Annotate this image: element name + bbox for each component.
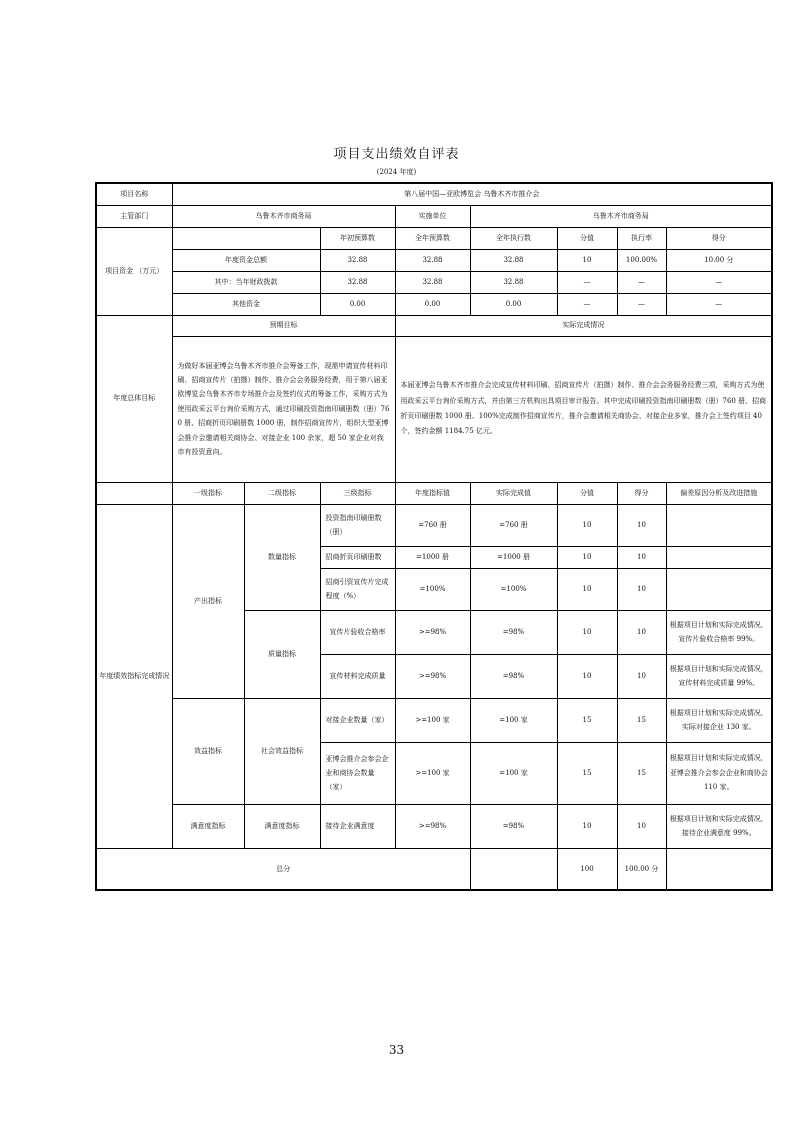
project-name-label: 项目名称: [96, 183, 172, 205]
project-name-value: 第八届中国—亚欧博览会 乌鲁木齐市推介会: [172, 183, 772, 205]
funds-header: 得分: [666, 227, 772, 249]
indicator-note: 根据项目计划和实际完成情况，亚博会推介会参会企业和商协会 110 家。: [666, 742, 772, 804]
actual-result-text: 本届亚博会乌鲁木齐市推介会完成宣传材料印刷、招商宣传片（拍摄）制作、推介会会务服务经费三项，采购方式为使用政采云平台询价采购方式，并由第三方机构出具项目审计报告。其中完成印刷投资指南印刷册数（册）760 册、招商折页印刷册数 1000 册、100%完成制作招商宣传片，推介会邀请相关商协会、对接企业多家，推介会上签约项目 40 个，签约金额 1184.75 亿元。: [395, 336, 772, 482]
goal-text-row: [96, 336, 772, 482]
funds-cell: 32.88: [320, 249, 395, 271]
funds-label: 项目资金 （万元）: [96, 227, 172, 315]
funds-row: [96, 293, 772, 315]
funds-header: 分值: [557, 227, 617, 249]
indicator-got: 10: [617, 568, 666, 610]
department-label: 主管部门: [96, 205, 172, 227]
indicator-got: 15: [617, 698, 666, 742]
funds-row-label: 年度资金总额: [172, 249, 320, 271]
indicator-note: 根据项目计划和实际完成情况，接待企业满意度 99%。: [666, 804, 772, 848]
indicator-target: >=100 家: [395, 698, 470, 742]
indicator-actual: =98%: [470, 610, 557, 654]
indicator-name: 宣传片验收合格率: [320, 610, 395, 654]
expected-goal-text: 为做好本届亚博会乌鲁木齐市推介会筹备工作，现需申请宣传材料印刷、招商宣传片（拍摄）制作、推介会会务服务经费，用于第八届亚欧博览会乌鲁木齐市专场推介会及签约仪式的筹备工作，采购方式为使用政采云平台询价采购方式，通过印刷投资指南印刷册数（册）760 册、招商折页印刷册数 1000 册，制作招商宣传片，组织大型亚博会推介会邀请相关商协会、对接企业 100 余家，超 50 家企业对我市有投资意向。: [172, 336, 395, 482]
indicator-target: =760 册: [395, 504, 470, 546]
actual-result-header: 实际完成情况: [395, 315, 772, 336]
indicator-score: 10: [557, 804, 617, 848]
indicator-target: >=98%: [395, 804, 470, 848]
level2-social-benefit: 社会效益指标: [244, 698, 320, 804]
indicator-actual: =100 家: [470, 742, 557, 804]
indicator-name: 亚博会推介会参会企业和商协会数量（家）: [320, 742, 395, 804]
funds-row: [96, 249, 772, 271]
level2-quality: 质量指标: [244, 610, 320, 698]
funds-header-row: [96, 227, 772, 249]
page-subtitle: (2024 年度): [376, 168, 417, 176]
total-row: [96, 848, 772, 890]
level1-output: 产出指标: [172, 504, 244, 698]
indicator-got: 10: [617, 546, 666, 568]
total-got: 100.00 分: [617, 848, 666, 890]
indicator-target: >=98%: [395, 610, 470, 654]
indicator-name: 招商折页印刷册数: [320, 546, 395, 568]
indicator-note: 根据项目计划和实际完成情况，实际对接企业 130 家。: [666, 698, 772, 742]
indicator-header-row: [96, 482, 772, 504]
indicator-score: 10: [557, 546, 617, 568]
funds-header: 年初预算数: [320, 227, 395, 249]
perf-indicators-label: 年度绩效指标完成情况: [96, 504, 172, 848]
funds-cell: 32.88: [395, 271, 470, 293]
funds-cell: —: [617, 271, 666, 293]
level2-satisfaction: 满意度指标: [244, 804, 320, 848]
indicator-name: 宣传材料完成质量: [320, 654, 395, 698]
funds-cell: 32.88: [395, 249, 470, 271]
funds-header: 全年预算数: [395, 227, 470, 249]
indicator-target: =100%: [395, 568, 470, 610]
indicator-got: 10: [617, 804, 666, 848]
funds-cell: 0.00: [395, 293, 470, 315]
indicator-note: [666, 568, 772, 610]
funds-cell: —: [666, 293, 772, 315]
indicator-actual: =98%: [470, 654, 557, 698]
page-title: 项目支出绩效自评表: [333, 147, 460, 162]
indicator-target: >=100 家: [395, 742, 470, 804]
funds-cell: —: [666, 271, 772, 293]
indicator-note: [666, 546, 772, 568]
project-name-row: [96, 183, 772, 205]
indicator-name: 投资指南印刷册数（册）: [320, 504, 395, 546]
funds-cell: 32.88: [470, 271, 557, 293]
indicator-note: 根据项目计划和实际完成情况，宣传材料完成质量 99%。: [666, 654, 772, 698]
funds-cell: 0.00: [470, 293, 557, 315]
indicator-header: 得分: [617, 482, 666, 504]
funds-cell: 32.88: [320, 271, 395, 293]
impl-unit-value: 乌鲁木齐市商务局: [470, 205, 772, 227]
indicator-row: [96, 504, 772, 546]
funds-row: [96, 271, 772, 293]
indicator-header: 一级指标: [172, 482, 244, 504]
funds-cell: 100.00%: [617, 249, 666, 271]
funds-cell: —: [557, 293, 617, 315]
expected-goal-header: 预期目标: [172, 315, 395, 336]
indicator-note: [666, 504, 772, 546]
department-value: 乌鲁木齐市商务局: [172, 205, 395, 227]
evaluation-table: [95, 182, 773, 891]
indicator-target: =1000 册: [395, 546, 470, 568]
indicator-note: 根据项目计划和实际完成情况，宣传片验收合格率 99%。: [666, 610, 772, 654]
goal-header-row: [96, 315, 772, 336]
indicator-score: 10: [557, 610, 617, 654]
indicator-actual: =760 册: [470, 504, 557, 546]
indicator-actual: =98%: [470, 804, 557, 848]
total-label: 总分: [96, 848, 470, 890]
indicator-header: 三级指标: [320, 482, 395, 504]
indicator-row: [96, 804, 772, 848]
total-blank: [470, 848, 557, 890]
funds-cell: 0.00: [320, 293, 395, 315]
indicator-got: 10: [617, 610, 666, 654]
indicator-name: 接待企业满意度: [320, 804, 395, 848]
indicator-score: 15: [557, 742, 617, 804]
impl-unit-label: 实施单位: [395, 205, 470, 227]
indicator-score: 15: [557, 698, 617, 742]
indicator-target: >=98%: [395, 654, 470, 698]
funds-row-label: 其中：当年财政拨款: [172, 271, 320, 293]
indicator-header: 分值: [557, 482, 617, 504]
indicator-actual: =100 家: [470, 698, 557, 742]
level1-benefit: 效益指标: [172, 698, 244, 804]
indicator-score: 10: [557, 568, 617, 610]
indicator-score: 10: [557, 504, 617, 546]
funds-cell: 32.88: [470, 249, 557, 271]
funds-cell: 10: [557, 249, 617, 271]
funds-row-label: 其他资金: [172, 293, 320, 315]
indicator-got: 10: [617, 504, 666, 546]
indicator-row: [96, 698, 772, 742]
total-score: 100: [557, 848, 617, 890]
funds-header: 全年执行数: [470, 227, 557, 249]
funds-header-blank: [172, 227, 320, 249]
total-note-blank: [666, 848, 772, 890]
indicator-header: 二级指标: [244, 482, 320, 504]
indicator-name: 对接企业数量（家）: [320, 698, 395, 742]
indicator-got: 10: [617, 654, 666, 698]
indicator-header: 偏差原因分析及改进措施: [666, 482, 772, 504]
funds-header: 执行率: [617, 227, 666, 249]
indicator-got: 15: [617, 742, 666, 804]
indicator-actual: =100%: [470, 568, 557, 610]
indicator-score: 10: [557, 654, 617, 698]
funds-cell: 10.00 分: [666, 249, 772, 271]
indicator-name: 招商引资宣传片完成程度（%）: [320, 568, 395, 610]
level1-satisfaction: 满意度指标: [172, 804, 244, 848]
level2-quantity: 数量指标: [244, 504, 320, 610]
indicator-actual: =1000 册: [470, 546, 557, 568]
goal-label: 年度总体目标: [96, 315, 172, 482]
page-number: 33: [388, 1043, 405, 1057]
indicator-header-blank: [96, 482, 172, 504]
indicator-header: 实际完成值: [470, 482, 557, 504]
department-row: [96, 205, 772, 227]
indicator-header: 年度指标值: [395, 482, 470, 504]
funds-cell: —: [617, 293, 666, 315]
funds-cell: —: [557, 271, 617, 293]
